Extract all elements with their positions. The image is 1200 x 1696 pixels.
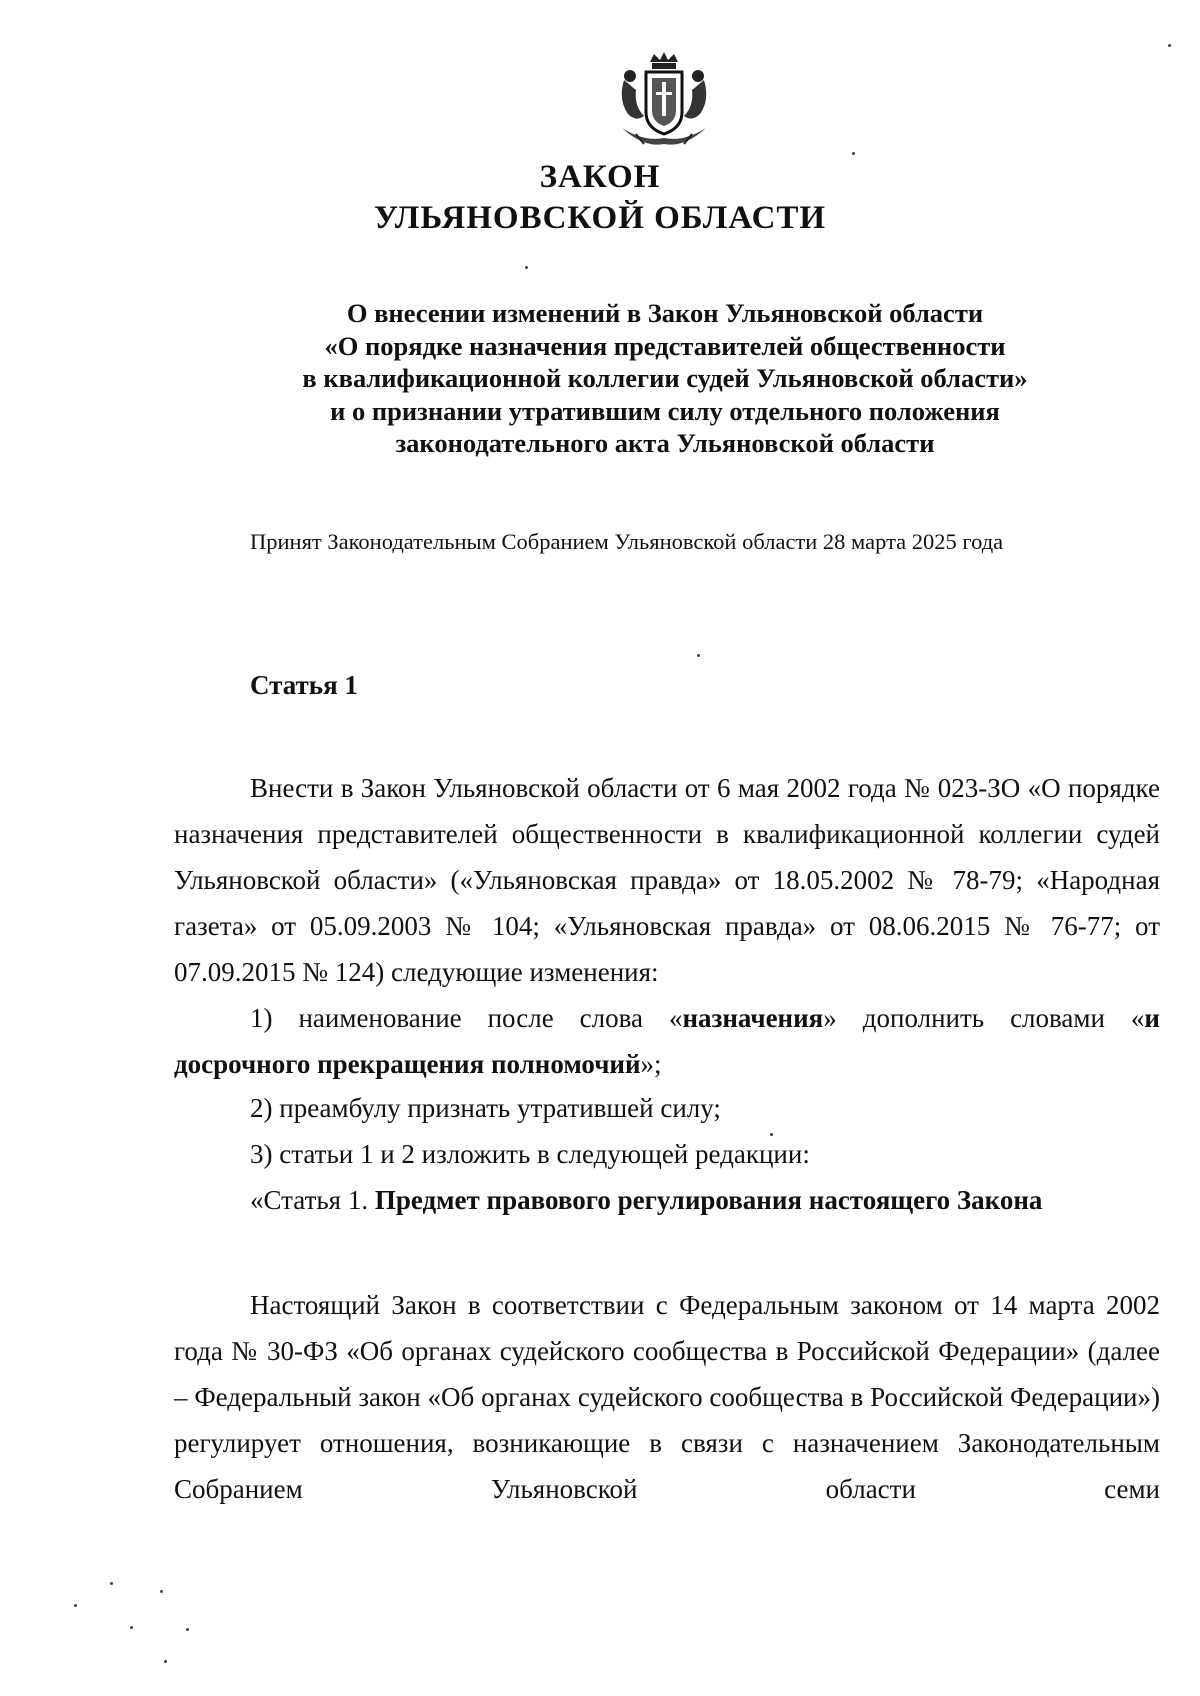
item-1-text: » дополнить словами « (823, 1003, 1145, 1033)
quoted-article-number: «Статья 1. (250, 1185, 375, 1215)
item-1-bold-word: назначения (682, 1003, 824, 1033)
article-1-heading: Статья 1 (250, 670, 358, 700)
item-1-bold-phrase: и досрочного прекращения полномочий (174, 1003, 1160, 1079)
article-1-item-2: 2) преамбулу признать утратившей силу; (250, 1093, 721, 1123)
quoted-article-title: Предмет правового регулирования настоящего Закона (374, 1185, 1043, 1215)
subject-line: законодательного акта Ульяновской области (395, 428, 935, 458)
item-1-text: 1) наименование после слова « (250, 1003, 683, 1033)
subject-line: О внесении изменений в Закон Ульяновской области (346, 298, 984, 328)
quoted-article-body: Настоящий Закон в соответствии с Федеральным законом от 14 марта 2002 года № 30-ФЗ «Об органах судейского сообщества в Российской Федерации» (далее – Федеральный закон «Об органах судейского сообщества в Российской Федерации») регулирует отношения, возникающие в связи с назначением Законодательным Собранием Ульяновской области семи (174, 1290, 1160, 1504)
law-subject (150, 297, 1180, 460)
subject-line: и о признании утратившим силу отдельного положения (330, 395, 1000, 426)
subject-line: в квалификационной коллегии судей Ульяновской области» (302, 363, 1028, 393)
item-1-text: »; (640, 1049, 662, 1079)
quoted-article-heading (250, 1177, 1160, 1223)
article-1-item-1 (174, 995, 1160, 1087)
law-title-line2: УЛЬЯНОВСКОЙ ОБЛАСТИ (373, 200, 827, 236)
adoption-note: Принят Законодательным Собранием Ульяновской области 28 марта 2025 года (250, 529, 1004, 554)
subject-line: «О порядке назначения представителей общественности (324, 330, 1006, 361)
article-1-intro: Внести в Закон Ульяновской области от 6 мая 2002 года № 023-ЗО «О порядке назначения представителей общественности в квалификационной коллегии судей Ульяновской области» («Ульяновская правда» от 18.05.2002 № 78-79; «Народная газета» от 05.09.2003 № 104; «Ульяновская правда» от 08.06.2015 № 76-77; от 07.09.2015 № 124) следующие изменения: (174, 773, 1160, 987)
coat-of-arms-emblem (614, 50, 714, 150)
law-title-line1: ЗАКОН (539, 159, 661, 195)
article-1-item-3: 3) статьи 1 и 2 изложить в следующей редакции: (250, 1139, 810, 1169)
